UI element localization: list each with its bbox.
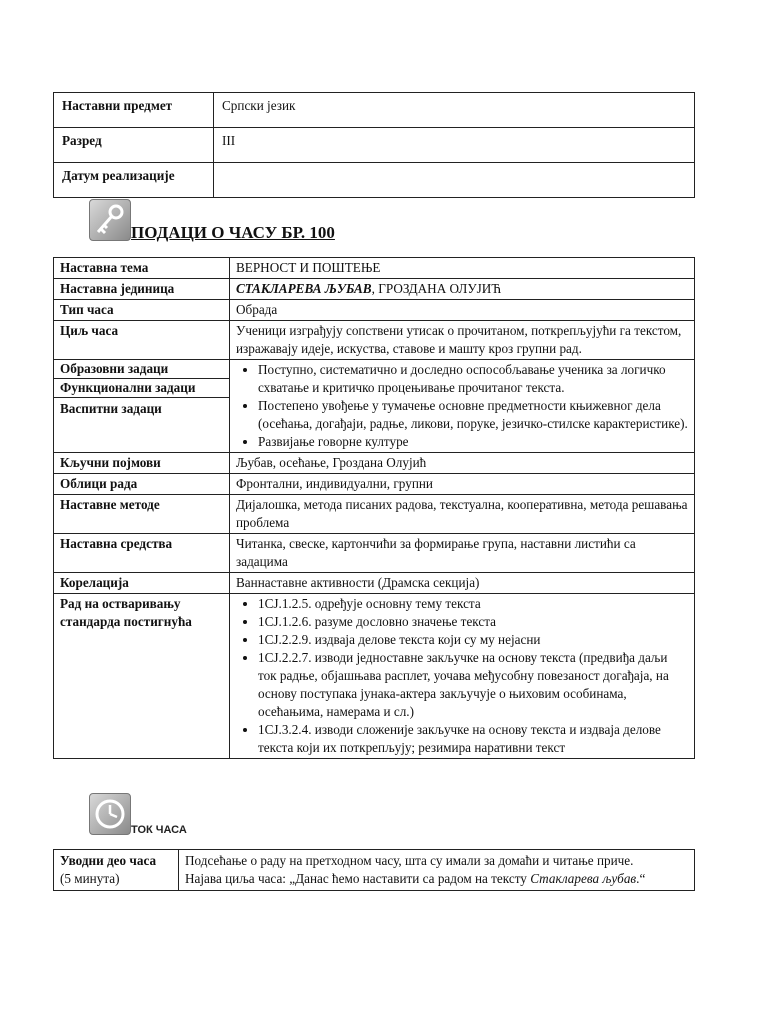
list-item: • Развијање говорне културе: [258, 433, 688, 451]
goal-value: Ученици изграђују сопствени утисак о прочитаном, поткрепљујући га текстом, изражавају идеје, искуства, ставове и машту кроз групни рад.: [230, 321, 695, 360]
date-label: Датум реализације: [54, 163, 214, 198]
correlation-label: Корелација: [54, 573, 230, 594]
table-row: [54, 495, 695, 534]
methods-value: Дијалошка, метода писаних радова, текстуална, кооперативна, метода решавања проблема: [230, 495, 695, 534]
unit-label: Наставна јединица: [54, 279, 230, 300]
topic-label: Наставна тема: [54, 258, 230, 279]
intro-line-2-prefix: Најава циља часа: „Данас ћемо наставити са радом на тексту: [185, 871, 531, 886]
work-forms-value: Фронтални, индивидуални, групни: [230, 474, 695, 495]
intro-line-2-title: Стакларева љубав: [530, 871, 637, 886]
table-row: [54, 453, 695, 474]
intro-label: Уводни део часа: [60, 853, 157, 868]
table-row: [54, 128, 695, 163]
table-row: [54, 300, 695, 321]
intro-line-1: Подсећање о раду на претходном часу, шта су имали за домаћи и читање приче.: [185, 853, 634, 868]
list-item: • 1СЈ.1.2.5. одређује основну тему текста: [258, 595, 688, 613]
flow-heading: ТОК ЧАСА: [131, 824, 187, 836]
unit-title: СТАКЛАРЕВА ЉУБАВ: [236, 281, 372, 296]
tasks-labels: [54, 360, 230, 453]
list-item: • 1СЈ.2.2.7. изводи једноставне закључке на основу текста (предвиђа даљи ток радње, објашњава расплет, уочава међусобну повезаност догађаја, на основу поступака јунака-актера закључује о њиховим особинама, осећањима, намерама и сл.): [258, 649, 688, 721]
resources-label: Наставна средства: [54, 534, 230, 573]
resources-value: Читанка, свеске, картончићи за формирање група, наставни листићи са задацима: [230, 534, 695, 573]
table-row: [54, 534, 695, 573]
list-item: • 1СЈ.1.2.6. разуме дословно значење текста: [258, 613, 688, 631]
table-row: [54, 93, 695, 128]
functional-tasks-label: Функционални задаци: [54, 378, 229, 397]
list-item: • 1СЈ.2.2.9. издваја делове текста који су му нејасни: [258, 631, 688, 649]
intro-content: [179, 850, 695, 891]
type-label: Тип часа: [54, 300, 230, 321]
table-row: [54, 850, 695, 891]
table-row: [54, 594, 695, 759]
flow-table: [53, 849, 695, 891]
table-row: [54, 321, 695, 360]
unit-value: [230, 279, 695, 300]
list-item: • Поступно, систематично и доследно оспособљавање ученика за логичко схватање и критичко процењивање прочитаног текста.: [258, 361, 688, 397]
date-value: [214, 163, 695, 198]
educational-tasks-label: Образовни задаци: [60, 361, 169, 376]
list-item: • 1СЈ.3.2.4. изводи сложеније закључке на основу текста и издваја делове текста који их поткрепљују; резимира наративни текст: [258, 721, 688, 757]
tasks-list: [236, 361, 688, 451]
intro-duration: (5 минута): [60, 871, 120, 886]
subject-label: Наставни предмет: [54, 93, 214, 128]
intro-line-2: [185, 870, 688, 888]
table-row: [54, 360, 695, 453]
intro-cell: [54, 850, 179, 891]
key-terms-value: Љубав, осећање, Гроздана Олујић: [230, 453, 695, 474]
table-row: [54, 258, 695, 279]
grade-value: III: [214, 128, 695, 163]
list-item: • Постепено увођење у тумачење основне предметности књижевног дела (осећања, догађаји, радње, ликови, поруке, језичко-стилске карактеристике).: [258, 397, 688, 433]
table-row: [54, 279, 695, 300]
header-table: [53, 92, 695, 198]
goal-label: Циљ часа: [54, 321, 230, 360]
upbringing-tasks-label: Васпитни задаци: [54, 397, 229, 418]
standards-label: Рад на остваривању стандарда постигнућа: [54, 594, 230, 759]
subject-value: Српски језик: [214, 93, 695, 128]
methods-label: Наставне методе: [54, 495, 230, 534]
work-forms-label: Облици рада: [54, 474, 230, 495]
details-table: [53, 257, 695, 759]
grade-label: Разред: [54, 128, 214, 163]
standards-list-cell: [230, 594, 695, 759]
table-row: [54, 474, 695, 495]
key-terms-label: Кључни појмови: [54, 453, 230, 474]
lesson-heading: ПОДАЦИ О ЧАСУ БР. 100: [131, 223, 335, 242]
unit-author: , ГРОЗДАНА ОЛУЈИЋ: [371, 281, 502, 296]
type-value: Обрада: [230, 300, 695, 321]
table-row: [54, 163, 695, 198]
intro-line-2-suffix: .“: [636, 871, 646, 886]
topic-value: ВЕРНОСТ И ПОШТЕЊЕ: [230, 258, 695, 279]
tasks-list-cell: [230, 360, 695, 453]
clock-icon: [89, 793, 131, 835]
standards-list: [236, 595, 688, 757]
table-row: [54, 573, 695, 594]
key-icon: [89, 199, 131, 241]
correlation-value: Ваннаставне активности (Драмска секција): [230, 573, 695, 594]
